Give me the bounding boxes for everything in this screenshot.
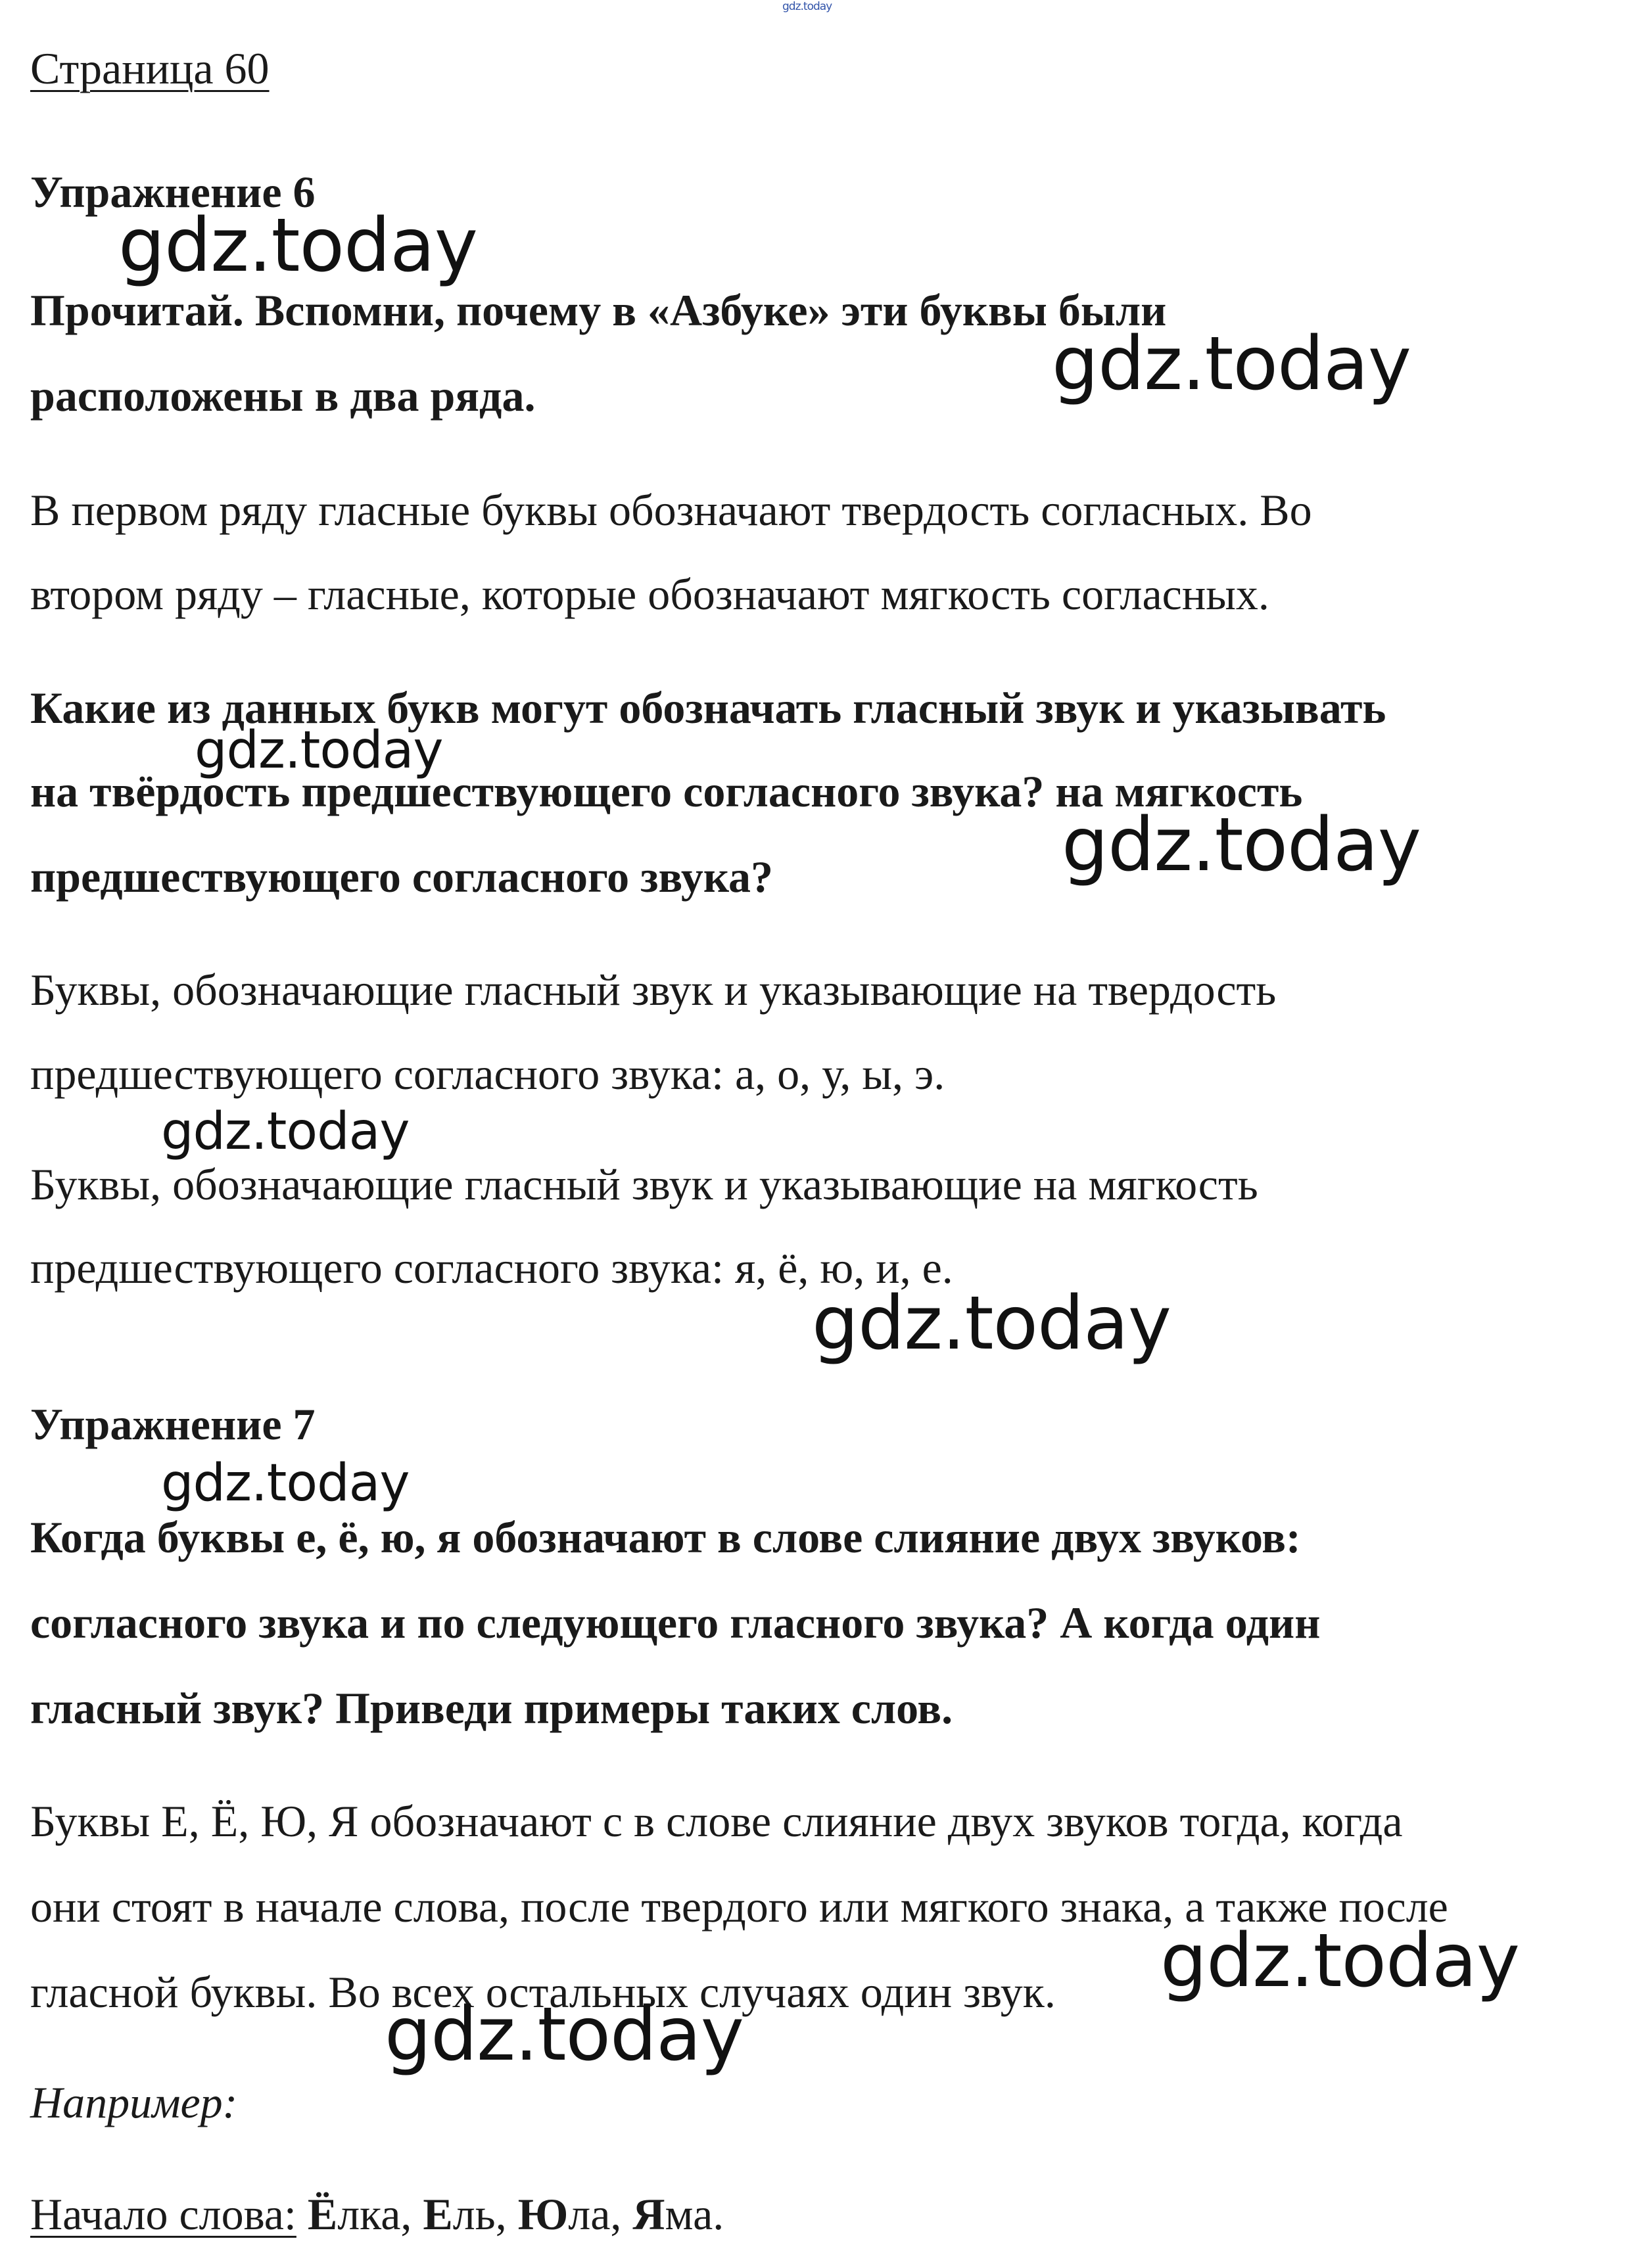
watermark: gdz.today: [1052, 321, 1411, 407]
ex6-answer1-line1: В первом ряду гласные буквы обозначают твердость согласных. Во: [30, 485, 1312, 535]
exercise-7-title: Упражнение 7: [30, 1399, 316, 1449]
ex6-answer2b-line2: предшествующего согласного звука: я, ё, ю, и, е.: [30, 1243, 953, 1293]
watermark: gdz.today: [812, 1281, 1171, 1366]
ex6-task1-line1: Прочитай. Вспомни, почему в «Азбуке» эти буквы были: [30, 285, 1167, 335]
ex6-task2-line2: на твёрдость предшествующего согласного звука? на мягкость: [30, 766, 1303, 816]
page-title: Страница 60: [30, 43, 270, 93]
example-word: Ель: [423, 2189, 496, 2239]
example-start-label: Начало слова:: [30, 2189, 296, 2239]
exercise-6-title: Упражнение 6: [30, 167, 316, 217]
example-word: Яма: [632, 2189, 713, 2239]
watermark: gdz.today: [161, 1102, 410, 1161]
header-watermark: gdz.today: [782, 0, 832, 13]
ex6-task2-line3: предшествующего согласного звука?: [30, 852, 774, 902]
watermark: gdz.today: [385, 1992, 744, 2077]
example-label: Например:: [30, 2077, 238, 2127]
ex6-answer2b-line1: Буквы, обозначающие гласный звук и указывающие на мягкость: [30, 1159, 1258, 1209]
ex7-answer-line1: Буквы Е, Ё, Ю, Я обозначают с в слове слияние двух звуков тогда, когда: [30, 1796, 1403, 1846]
ex6-task2-line1: Какие из данных букв могут обозначать гласный звук и указывать: [30, 683, 1386, 733]
watermark: gdz.today: [1160, 1918, 1520, 2004]
ex6-answer1-line2: втором ряду – гласные, которые обозначают мягкость согласных.: [30, 569, 1269, 619]
ex7-answer-line2: они стоят в начале слова, после твердого или мягкого знака, а также после: [30, 1882, 1448, 1932]
example-word: Ёлка: [307, 2189, 401, 2239]
ex6-task1-line2: расположены в два ряда.: [30, 371, 536, 421]
ex6-answer2a-line1: Буквы, обозначающие гласный звук и указывающие на твердость: [30, 965, 1277, 1015]
watermark: gdz.today: [195, 721, 443, 780]
ex6-answer2a-line2: предшествующего согласного звука: а, о, у, ы, э.: [30, 1049, 945, 1099]
watermark: gdz.today: [1062, 802, 1421, 888]
example-word: Юла: [517, 2189, 611, 2239]
watermark: gdz.today: [118, 203, 478, 289]
watermark: gdz.today: [161, 1454, 410, 1513]
ex7-task-line3: гласный звук? Приведи примеры таких слов.: [30, 1683, 953, 1733]
ex7-task-line1: Когда буквы е, ё, ю, я обозначают в слове слияние двух звуков:: [30, 1512, 1301, 1562]
example-line: Начало слова: Ёлка, Ель, Юла, Яма.: [30, 2189, 724, 2239]
ex7-answer-line3: гласной буквы. Во всех остальных случаях один звук.: [30, 1967, 1056, 2017]
ex7-task-line2: согласного звука и по следующего гласного звука? А когда один: [30, 1598, 1321, 1648]
